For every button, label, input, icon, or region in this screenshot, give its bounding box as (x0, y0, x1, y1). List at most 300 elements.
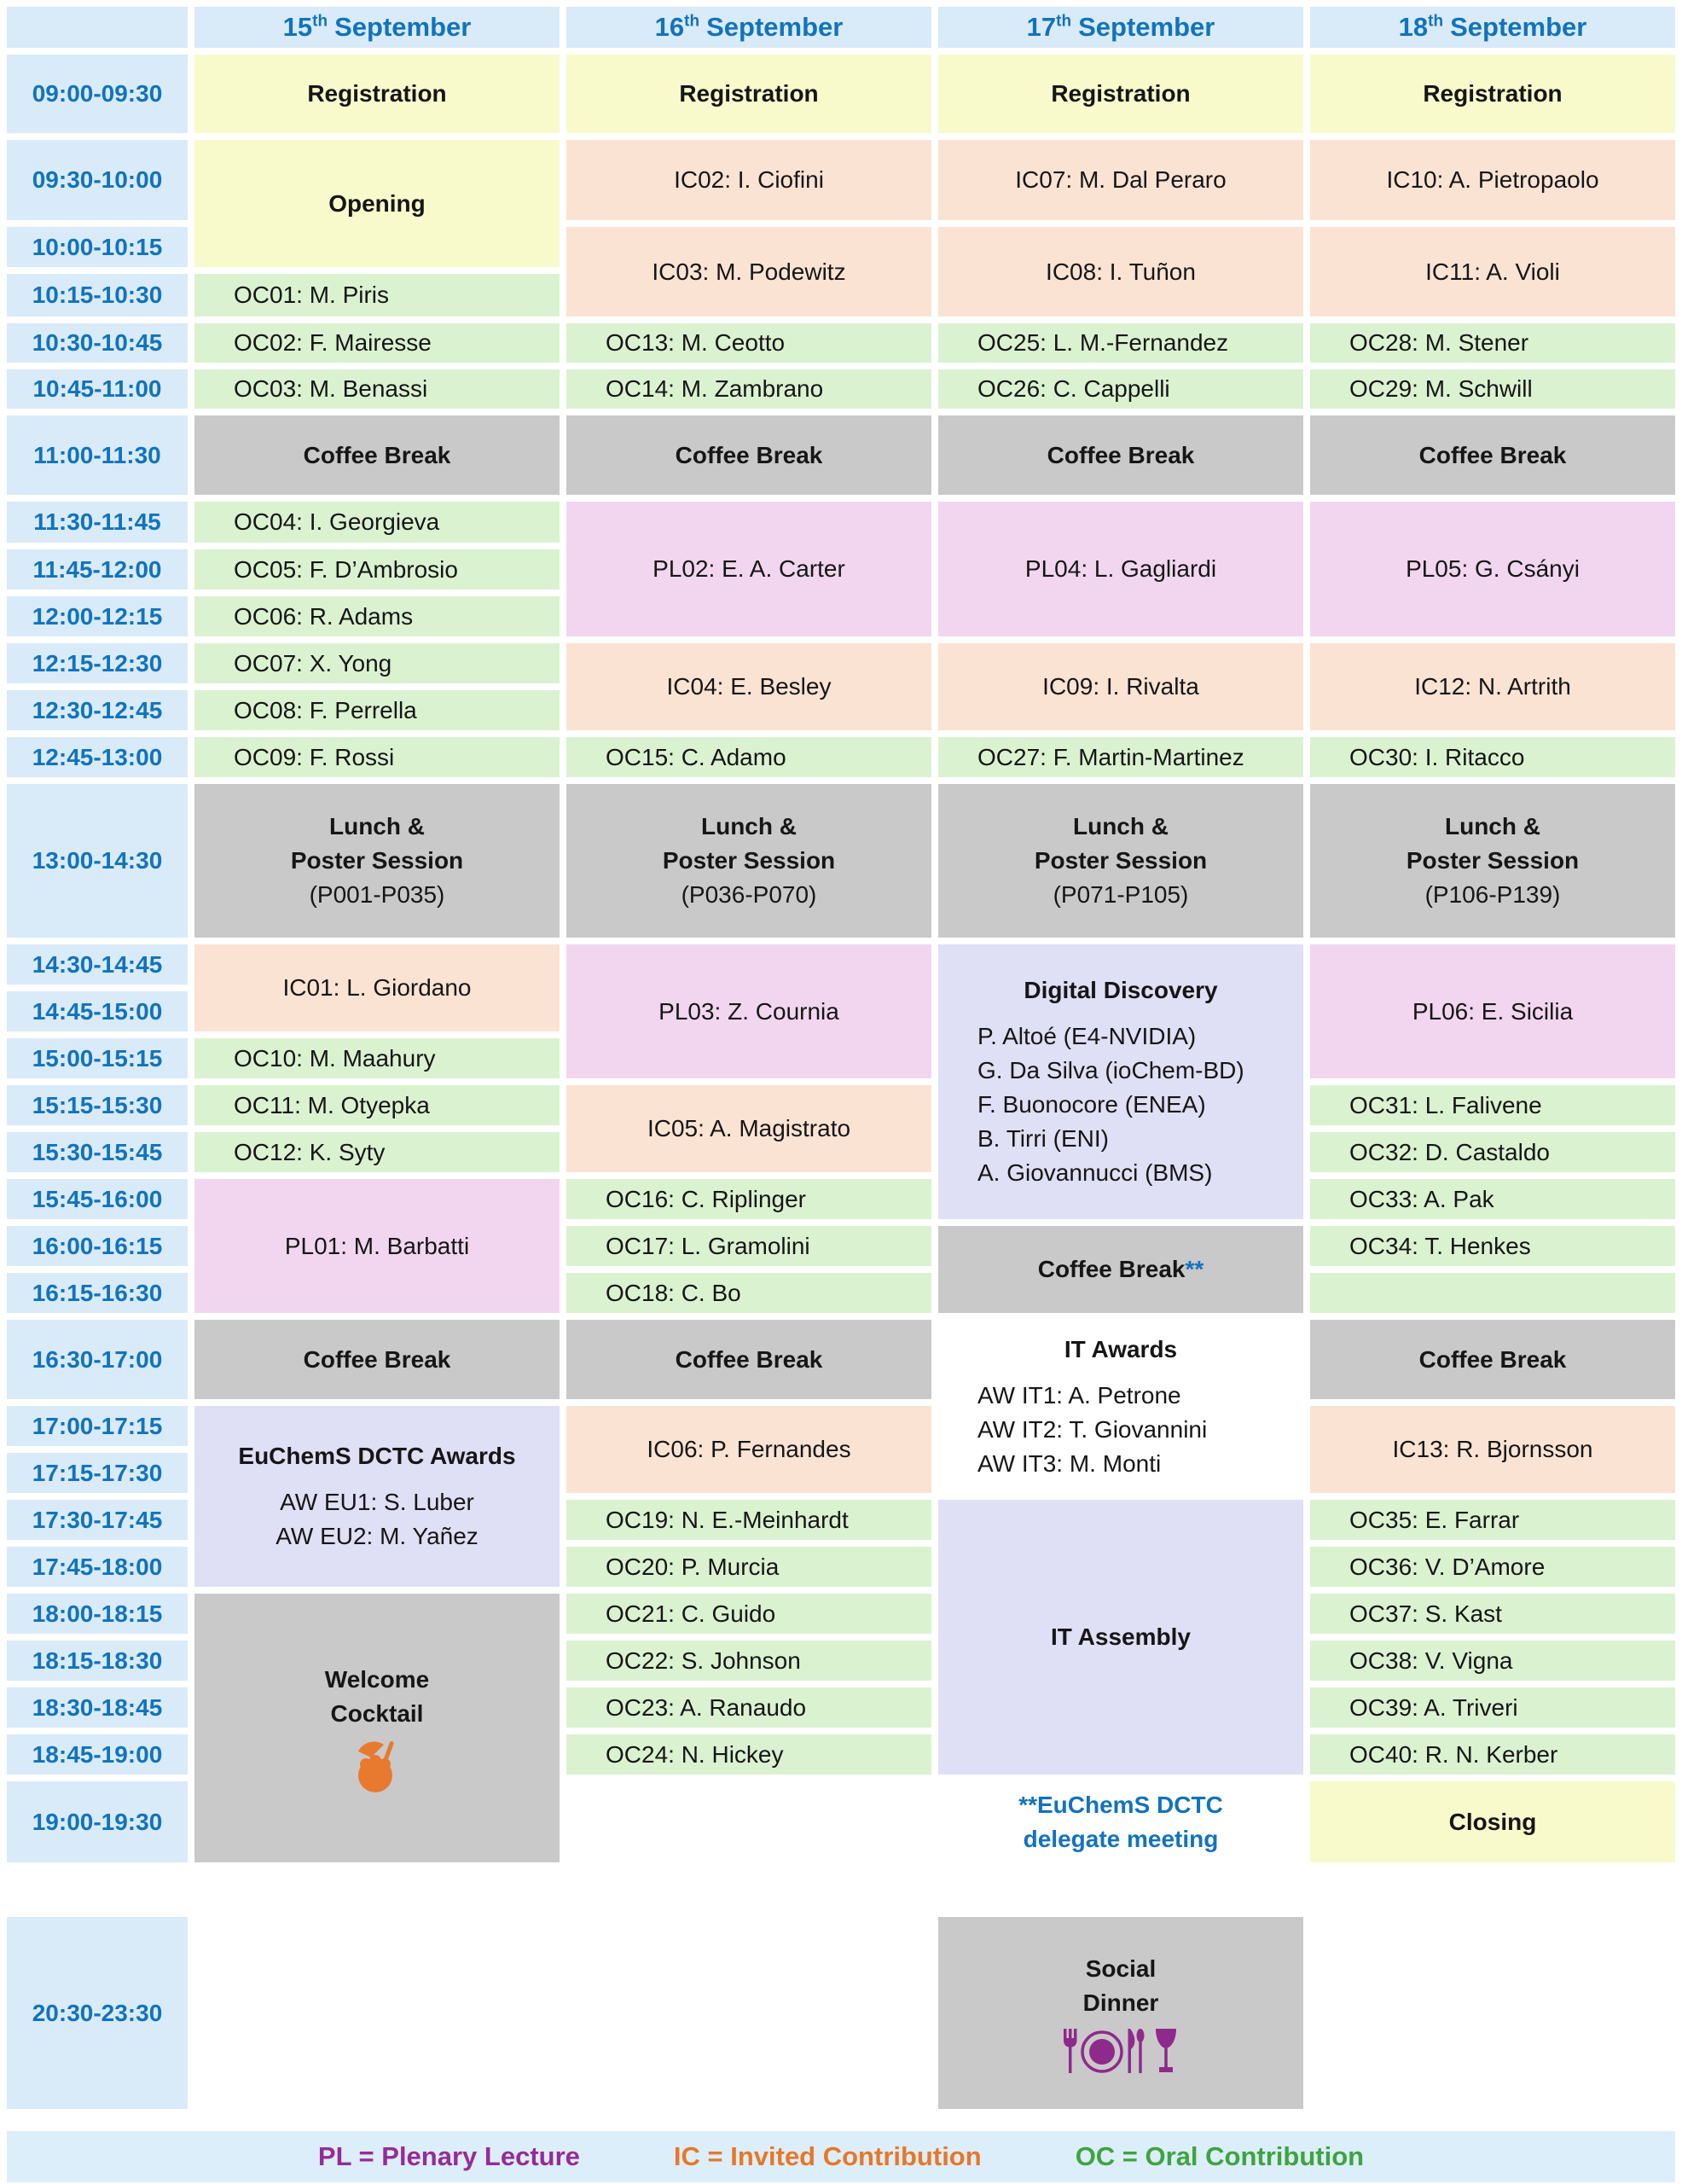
text-span: OC22: S. Johnson (606, 1647, 801, 1674)
day-number: 18 (1398, 12, 1429, 42)
time-slot (7, 227, 188, 267)
session-cell (194, 415, 560, 495)
text-span: OC10: M. Maahury (234, 1044, 436, 1072)
text-span: IC13: R. Bjornsson (1392, 1436, 1593, 1462)
time-slot (7, 1453, 188, 1493)
cell-text-line (938, 439, 1303, 473)
text-span: OC34: T. Henkes (1349, 1232, 1531, 1259)
text-span: IT Awards (1064, 1335, 1178, 1362)
cell-text-line (194, 372, 560, 406)
cell-text-line (938, 741, 1303, 775)
time-slot (7, 1687, 188, 1728)
cell-text-line (194, 1042, 560, 1076)
session-cell (938, 784, 1303, 938)
cell-text-line (938, 77, 1303, 111)
text-span: Registration (1051, 80, 1191, 107)
text-span: Poster Session (290, 847, 464, 874)
text-span: OC14: M. Zambrano (606, 375, 824, 402)
text-span: IC09: I. Rivalta (1042, 673, 1199, 700)
cell-text-line (194, 505, 560, 539)
cell-text-line (194, 1089, 560, 1123)
cell-text-line (194, 1343, 560, 1377)
time-slot (7, 1641, 188, 1681)
cell-text-line (194, 1519, 560, 1554)
cell-text-line (194, 553, 560, 587)
text-span: IC03: M. Podewitz (652, 258, 846, 285)
cell-text-line (194, 1485, 560, 1519)
text-span: OC23: A. Ranaudo (606, 1693, 807, 1721)
text-span: OC08: F. Perrella (234, 696, 417, 723)
time-slot (7, 690, 188, 730)
month-label: September (334, 12, 472, 42)
session-cell (1310, 323, 1675, 363)
session-cell (566, 1687, 931, 1728)
time-slot-label: 15:15-15:30 (32, 1091, 163, 1118)
text-span: (P106-P139) (1424, 881, 1561, 908)
cell-text-line (1310, 163, 1675, 197)
session-cell (566, 1226, 931, 1266)
session-cell (1310, 1179, 1675, 1219)
time-slot-label: 16:00-16:15 (32, 1232, 163, 1259)
time-slot-label: 10:45-11:00 (32, 375, 162, 402)
cell-text-line (938, 1447, 1303, 1481)
session-cell (566, 1406, 931, 1493)
text-span: Poster Session (662, 847, 836, 874)
text-span: EuChemS DCTC Awards (238, 1443, 516, 1469)
session-cell (194, 1594, 560, 1862)
text-span: Registration (679, 80, 819, 107)
cell-text-line (938, 1986, 1303, 2020)
text-span: Coffee Break (1047, 441, 1195, 468)
session-cell (566, 1500, 931, 1540)
cell-text-line (1310, 741, 1675, 775)
session-cell (1310, 1085, 1675, 1125)
time-slot-label: 17:15-17:30 (32, 1459, 163, 1486)
cell-text-line (938, 1413, 1303, 1447)
session-cell (938, 1781, 1303, 1862)
time-slot-label: 12:45-13:00 (32, 743, 163, 770)
text-span: OC36: V. D’Amore (1349, 1553, 1546, 1580)
cell-text-line (1310, 255, 1675, 289)
cell-text-line (566, 995, 931, 1029)
day-ordinal: th (312, 12, 328, 31)
cell-text-line (1310, 878, 1675, 912)
cell-text-line (938, 1156, 1303, 1190)
time-slot (7, 1038, 188, 1078)
text-span: OC07: X. Yong (234, 649, 392, 677)
session-cell (194, 1132, 560, 1172)
text-span: Poster Session (1034, 847, 1208, 874)
cell-text-line (194, 1439, 560, 1473)
text-span: OC35: E. Farrar (1349, 1506, 1520, 1533)
session-cell (1310, 369, 1675, 409)
cell-text-line (194, 187, 560, 221)
day-number: 17 (1026, 12, 1057, 42)
session-cell (938, 502, 1303, 636)
cell-text-line (938, 1620, 1303, 1654)
text-span: IC12: N. Artrith (1414, 673, 1571, 700)
time-slot-label: 11:00-11:30 (33, 441, 161, 468)
text-span: (P001-P035) (309, 881, 445, 908)
time-slot (7, 323, 188, 363)
session-cell (1310, 1687, 1675, 1728)
cell-text-line (938, 1019, 1303, 1054)
cell-text-line (1310, 1503, 1675, 1537)
cell-text-line (938, 1054, 1303, 1088)
day-header (194, 7, 560, 48)
cell-text-line (1310, 77, 1675, 111)
time-slot-label: 14:30-14:45 (32, 950, 163, 978)
text-span: Lunch & (329, 813, 425, 839)
text-span: IT Assembly (1051, 1623, 1191, 1650)
session-cell (194, 1038, 560, 1078)
cell-text-line (1310, 1089, 1675, 1123)
time-slot (7, 1132, 188, 1172)
cell-text-line (938, 670, 1303, 704)
cell-text-line (1310, 1597, 1675, 1631)
cell-text-line (938, 810, 1303, 844)
cell-text-line (566, 1691, 931, 1725)
cell-text-line (938, 326, 1303, 360)
text-span: OC16: C. Riplinger (606, 1185, 806, 1212)
day-number: 16 (654, 12, 685, 42)
cell-text-line (194, 741, 560, 775)
text-span: AW EU1: S. Luber (280, 1489, 474, 1515)
time-slot-label: 17:45-18:00 (32, 1553, 163, 1580)
time-slot-label: 18:30-18:45 (32, 1693, 163, 1721)
text-span: ** (1185, 1256, 1204, 1282)
day-ordinal: th (684, 12, 700, 31)
text-span: Coffee Break (675, 441, 823, 468)
time-slot (7, 1226, 188, 1266)
cell-text-line (566, 1550, 931, 1584)
cell-text-line (566, 741, 931, 775)
time-slot (7, 55, 188, 133)
text-span: AW IT2: T. Giovannini (977, 1415, 1208, 1443)
day-header-label (1310, 13, 1675, 42)
time-slot (7, 991, 188, 1031)
time-slot-label: 18:15-18:30 (32, 1647, 163, 1674)
cell-text-line (194, 810, 560, 844)
cell-text-line (566, 372, 931, 406)
text-span: OC20: P. Murcia (606, 1553, 780, 1580)
cell-text-line (194, 647, 560, 681)
session-cell (938, 55, 1303, 133)
cell-text-line (1310, 1136, 1675, 1170)
cell-text-line (938, 1788, 1303, 1822)
time-slot (7, 1594, 188, 1634)
text-span: Lunch & (701, 813, 797, 839)
text-span: Opening (328, 189, 426, 217)
day-header-label (938, 13, 1303, 42)
session-cell (1310, 1594, 1675, 1634)
day-header-label (566, 13, 931, 42)
session-cell (1310, 944, 1675, 1078)
text-span: OC30: I. Ritacco (1349, 743, 1525, 770)
time-slot (7, 596, 188, 636)
session-cell (566, 227, 931, 317)
session-cell (566, 643, 931, 730)
time-slot-label: 16:30-17:00 (32, 1345, 163, 1373)
time-slot-label: 09:30-10:00 (32, 166, 163, 193)
session-cell (566, 415, 931, 495)
cell-text-line (566, 1644, 931, 1678)
session-cell (1310, 227, 1675, 317)
cell-text-line (194, 878, 560, 912)
cell-text-line (194, 326, 560, 360)
month-label: September (706, 12, 844, 42)
session-cell (566, 55, 931, 133)
time-slot-label: 14:45-15:00 (32, 997, 163, 1025)
text-span: Registration (1423, 80, 1563, 107)
session-cell (566, 1320, 931, 1399)
time-slot-label: 19:00-19:30 (32, 1808, 163, 1835)
cell-text-line (566, 810, 931, 844)
cell-text-line (938, 1252, 1303, 1287)
time-slot (7, 274, 188, 317)
text-span: Lunch & (1073, 813, 1169, 839)
time-slot (7, 1320, 188, 1399)
session-cell (938, 227, 1303, 317)
session-cell (194, 502, 560, 543)
cell-text-line (1310, 1182, 1675, 1217)
text-span: OC12: K. Syty (234, 1138, 386, 1165)
cell-text-line (194, 1136, 560, 1170)
text-span: OC09: F. Rossi (234, 743, 395, 770)
session-cell (194, 643, 560, 683)
timetable (7, 7, 1675, 2182)
text-span: OC18: C. Bo (606, 1279, 741, 1306)
cell-text-line (194, 694, 560, 728)
session-cell (194, 690, 560, 730)
session-cell (1310, 415, 1675, 495)
cell-text-line (938, 973, 1303, 1008)
cell-text-line (194, 844, 560, 878)
cell-text-line (1310, 1644, 1675, 1678)
text-span: Social (1085, 1955, 1157, 1982)
time-slot-label: 10:15-10:30 (32, 282, 163, 308)
session-cell (194, 369, 560, 409)
time-slot-label: 11:45-12:00 (32, 555, 162, 583)
time-slot-label: 10:00-10:15 (32, 233, 163, 260)
text-span: Coffee Break (675, 1345, 823, 1373)
cell-text-line (1310, 670, 1675, 704)
time-slot-label: 16:15-16:30 (32, 1279, 163, 1306)
session-cell (566, 1641, 931, 1681)
time-slot (7, 1500, 188, 1540)
text-span: Registration (307, 80, 447, 107)
time-slot (7, 502, 188, 543)
text-span: AW IT1: A. Petrone (977, 1381, 1181, 1409)
session-cell (194, 596, 560, 636)
cell-text-line (938, 878, 1303, 912)
cell-text-line (566, 1503, 931, 1537)
cell-text-line (566, 1343, 931, 1377)
session-cell (938, 140, 1303, 220)
time-slot (7, 1406, 188, 1446)
text-span: OC28: M. Stener (1349, 329, 1529, 356)
cell-text-line (1310, 810, 1675, 844)
cell-text-line (566, 255, 931, 289)
text-span: IC02: I. Ciofini (674, 166, 824, 193)
text-span: OC26: C. Cappelli (977, 375, 1170, 402)
cell-text-line (1310, 844, 1675, 878)
cell-text-line (1310, 1738, 1675, 1772)
time-slot-label: 10:30-10:45 (32, 329, 163, 356)
text-span: IC06: P. Fernandes (647, 1436, 851, 1462)
text-span: IC11: A. Violi (1425, 258, 1560, 285)
month-label: September (1078, 12, 1215, 42)
dinner-plate-cutlery-wine-icon (1057, 2027, 1185, 2075)
time-slot (7, 643, 188, 683)
text-span: OC05: F. D’Ambrosio (234, 555, 458, 583)
cell-text-line (938, 1333, 1303, 1367)
cell-text-line (194, 1663, 560, 1697)
text-span: OC40: R. N. Kerber (1349, 1740, 1558, 1768)
legend-bar (7, 2131, 1675, 2182)
time-slot (7, 784, 188, 938)
cell-text-line (566, 1276, 931, 1310)
time-slot-label: 17:30-17:45 (32, 1506, 163, 1533)
cell-text-line (938, 1952, 1303, 1986)
session-cell (194, 737, 560, 777)
cell-text-line (1310, 326, 1675, 360)
cell-text-line (938, 1122, 1303, 1156)
session-cell (938, 415, 1303, 495)
session-cell (566, 1594, 931, 1634)
time-slot (7, 549, 188, 590)
cell-text-line (1310, 372, 1675, 406)
session-cell (566, 323, 931, 363)
text-span: IC07: M. Dal Peraro (1015, 166, 1227, 193)
text-span: OC29: M. Schwill (1349, 375, 1533, 402)
session-cell (566, 502, 931, 636)
text-span: OC02: F. Mairesse (234, 329, 432, 356)
cell-text-line (566, 1182, 931, 1217)
cell-text-line (938, 1379, 1303, 1413)
text-span: F. Buonocore (ENEA) (977, 1091, 1206, 1118)
session-cell (194, 1179, 560, 1313)
time-slot-label: 13:00-14:30 (32, 847, 163, 874)
text-span: G. Da Silva (ioChem-BD) (977, 1057, 1244, 1083)
day-header-label (194, 13, 560, 42)
cell-text-line (194, 1697, 560, 1731)
time-slot (7, 1781, 188, 1862)
text-span: OC38: V. Vigna (1349, 1647, 1513, 1674)
session-cell (1310, 1320, 1675, 1399)
cell-text-line (938, 1822, 1303, 1856)
text-span: (P071-P105) (1053, 881, 1189, 908)
cell-text-line (566, 878, 931, 912)
time-slot-label: 12:00-12:15 (32, 602, 163, 630)
cell-text-line (194, 600, 560, 634)
text-span: delegate meeting (1023, 1825, 1219, 1852)
cell-text-line (938, 844, 1303, 878)
session-cell (1310, 140, 1675, 220)
text-span: OC15: C. Adamo (606, 743, 786, 770)
text-span: OC27: F. Martin-Martinez (977, 743, 1244, 770)
text-span: OC13: M. Ceotto (606, 329, 786, 356)
session-cell (1310, 1734, 1675, 1774)
cell-text-line (566, 77, 931, 111)
cell-text-line (566, 1432, 931, 1467)
cell-text-line (1310, 439, 1675, 473)
text-span: IC01: L. Giordano (282, 974, 472, 1001)
session-cell (1310, 1547, 1675, 1587)
time-slot-label: 15:30-15:45 (32, 1138, 163, 1165)
text-span: OC32: D. Castaldo (1349, 1138, 1550, 1165)
legend-item: OC = Oral Contribution (1075, 2141, 1365, 2171)
cell-text-line (194, 1229, 560, 1263)
session-cell (566, 737, 931, 777)
session-cell (194, 323, 560, 363)
session-cell (1310, 737, 1675, 777)
cell-text-line (566, 1597, 931, 1631)
time-slot-label: 17:00-17:15 (32, 1412, 163, 1439)
text-span: OC11: M. Otyepka (234, 1091, 430, 1118)
day-number: 15 (282, 12, 313, 42)
text-span: (P036-P070) (681, 881, 817, 908)
session-cell (938, 323, 1303, 363)
session-cell (194, 549, 560, 590)
session-cell (938, 1500, 1303, 1774)
session-cell (566, 140, 931, 220)
text-span: PL01: M. Barbatti (284, 1232, 470, 1259)
day-header (566, 7, 931, 48)
text-span: AW IT3: M. Monti (977, 1449, 1162, 1477)
text-span: OC39: A. Triveri (1349, 1693, 1518, 1721)
cell-text-line (566, 1112, 931, 1146)
cell-text-line (566, 1738, 931, 1772)
session-cell (938, 1320, 1303, 1493)
cell-text-line (566, 844, 931, 878)
corner-cell (7, 7, 188, 48)
text-span: **EuChemS DCTC (1018, 1791, 1223, 1818)
text-span: P. Altoé (E4-NVIDIA) (977, 1023, 1197, 1049)
session-cell (1310, 502, 1675, 636)
time-slot-label: 18:00-18:15 (32, 1600, 163, 1627)
cocktail-icon (353, 1738, 401, 1794)
text-span: Coffee Break (1418, 1345, 1567, 1373)
cell-text-line (1310, 1229, 1675, 1263)
session-cell (566, 1734, 931, 1774)
day-header (938, 7, 1303, 48)
cell-text-line (1310, 1343, 1675, 1377)
text-span: OC03: M. Benassi (234, 375, 428, 402)
text-span: Lunch & (1445, 813, 1540, 839)
day-ordinal: th (1428, 12, 1444, 31)
session-cell (1310, 784, 1675, 938)
session-cell (1310, 1132, 1675, 1172)
text-span: OC04: I. Georgieva (234, 508, 440, 535)
session-cell (1310, 55, 1675, 133)
text-span: OC24: N. Hickey (606, 1740, 784, 1768)
session-cell (1310, 1273, 1675, 1313)
text-span: OC17: L. Gramolini (606, 1232, 810, 1259)
cell-text-line (194, 278, 560, 312)
session-cell (1310, 1781, 1675, 1862)
text-span: OC19: N. E.-Meinhardt (606, 1506, 849, 1533)
text-span: PL06: E. Sicilia (1412, 997, 1574, 1025)
text-span: Coffee Break (1418, 441, 1567, 468)
cell-text-line (1310, 995, 1675, 1029)
session-cell (194, 944, 560, 1031)
text-span: A. Giovannucci (BMS) (977, 1159, 1213, 1186)
text-span: Coffee Break (303, 441, 451, 468)
cell-text-line (194, 971, 560, 1005)
cell-text-line (566, 670, 931, 704)
time-slot-label: 12:15-12:30 (32, 649, 163, 677)
